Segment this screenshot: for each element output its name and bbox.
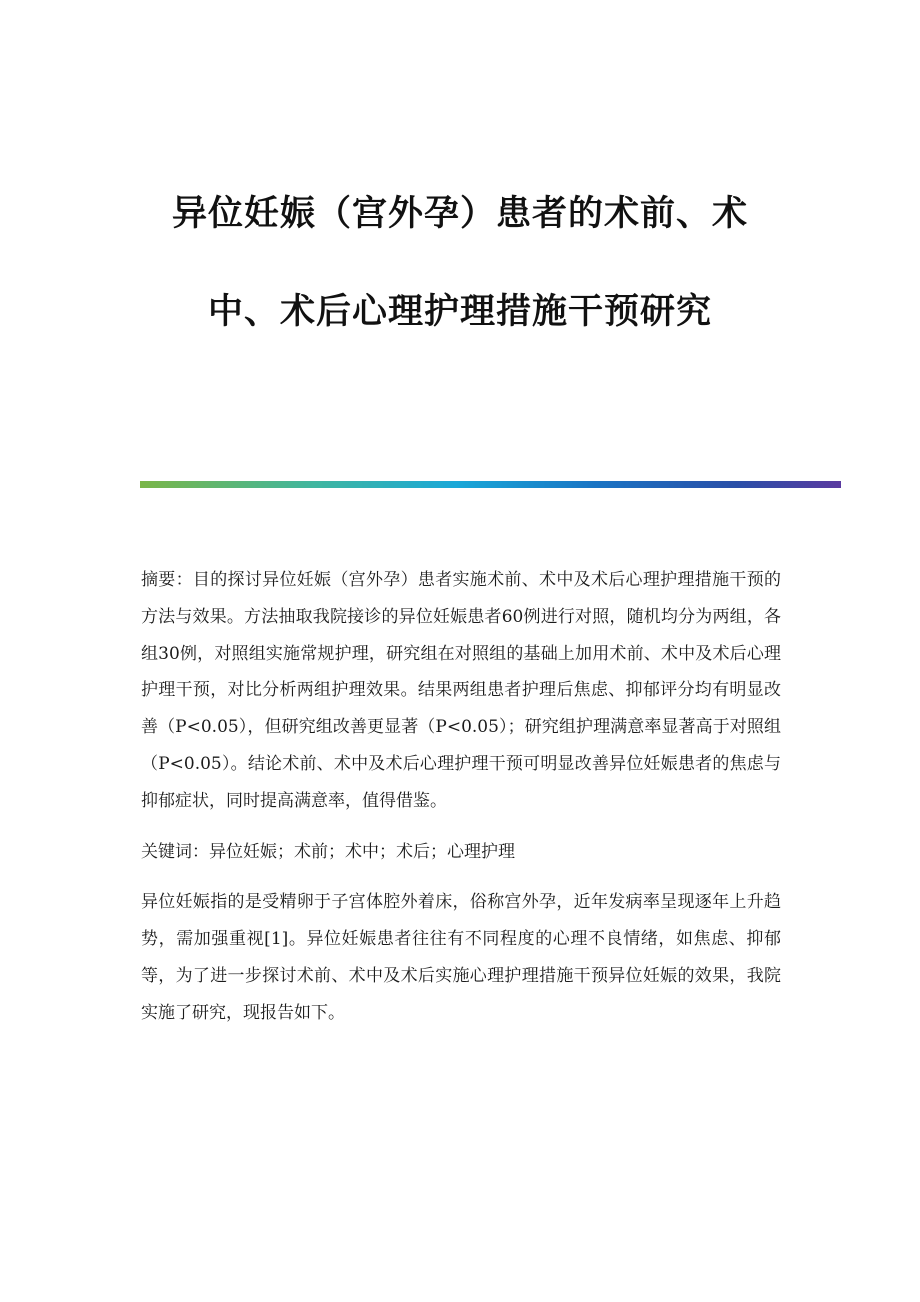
keywords-paragraph: 关键词：异位妊娠；术前；术中；术后；心理护理 <box>141 841 515 862</box>
title-line-2: 中、术后心理护理措施干预研究 <box>207 292 712 332</box>
gradient-divider <box>140 481 841 488</box>
title-line-1: 异位妊娠（宫外孕）患者的术前、术 <box>171 194 748 234</box>
document-title <box>0 190 920 336</box>
intro-paragraph: 异位妊娠指的是受精卵于子宫体腔外着床，俗称宫外孕，近年发病率呈现逐年上升趋势，需加强重视[1]。异位妊娠患者往往有不同程度的心理不良情绪，如焦虑、抑郁等，为了进一步探讨术前、术中及术后实施心理护理措施干预异位妊娠的效果，我院实施了研究，现报告如下。 <box>141 892 781 1023</box>
document-body <box>141 562 781 1032</box>
abstract-paragraph: 摘要：目的探讨异位妊娠（宫外孕）患者实施术前、术中及术后心理护理措施干预的方法与效果。方法抽取我院接诊的异位妊娠患者60例进行对照，随机均分为两组，各组30例，对照组实施常规护理，研究组在对照组的基础上加用术前、术中及术后心理护理干预，对比分析两组护理效果。结果两组患者护理后焦虑、抑郁评分均有明显改善（P<0.05），但研究组改善更显著（P<0.05）；研究组护理满意率显著高于对照组（P<0.05）。结论术前、术中及术后心理护理干预可明显改善异位妊娠患者的焦虑与抑郁症状，同时提高满意率，值得借鉴。 <box>141 570 781 811</box>
